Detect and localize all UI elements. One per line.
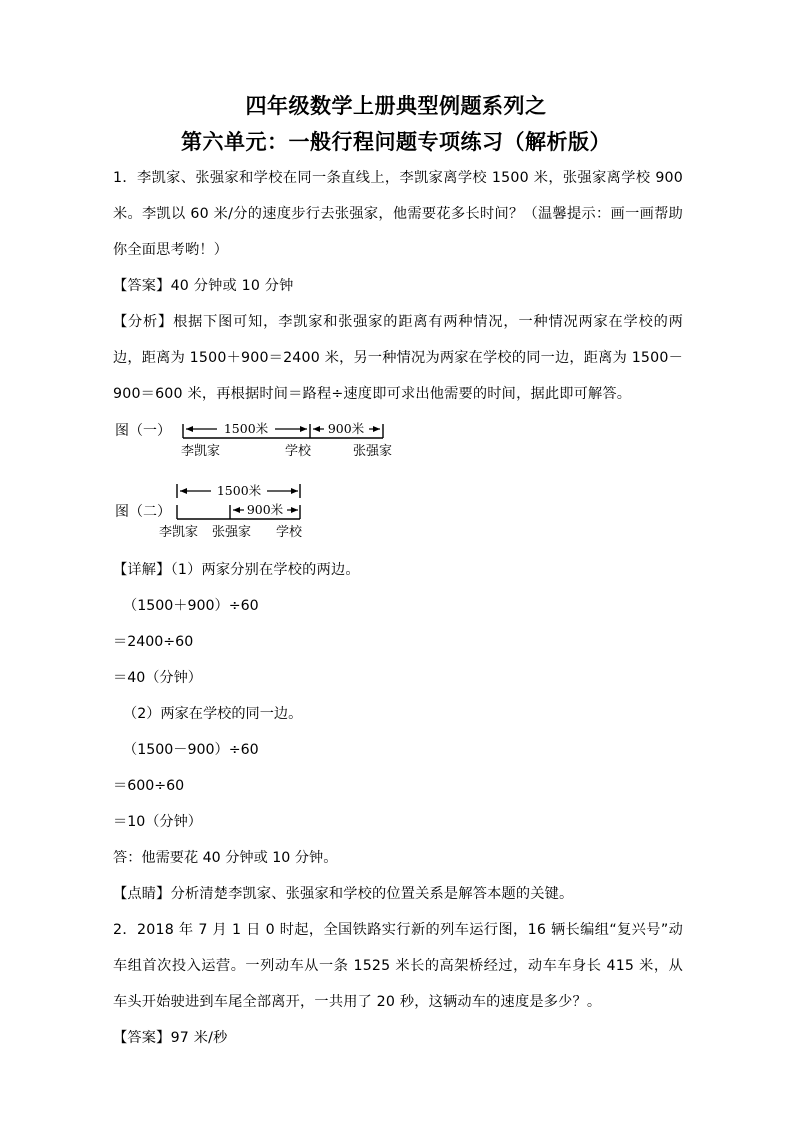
- problem-1-analysis: [113, 304, 683, 412]
- problem-2-answer: [113, 1020, 683, 1056]
- analysis-label: 【分析】: [113, 314, 174, 330]
- solution-line-2a: （1500－900）÷60: [123, 742, 259, 758]
- figure-one-segment-2-label: 900米: [327, 421, 365, 436]
- page-title-line-2: 第六单元：一般行程问题专项练习（解析版）: [181, 130, 611, 154]
- solution-line-1c: ＝40（分钟）: [113, 670, 202, 686]
- figure-one-point-label-2: 学校: [285, 444, 312, 459]
- problem-2-question: 2．2018 年 7 月 1 日 0 时起，全国铁路实行新的列车运行图，16 辆长编组“复兴号”动车组首次投入运营。一列动车从一条 1525 米长的高架桥经过，动车车身长 415 米，从车头开始驶进到车尾全部离开，一共用了 20 秒，这辆动车的速度是多少？。: [113, 922, 683, 1010]
- solution-line-1a: （1500＋900）÷60: [123, 598, 259, 614]
- detail-intro-2: （2）两家在学校的同一边。: [123, 706, 303, 722]
- detail-label: 【详解】: [113, 562, 171, 578]
- document-content: [113, 88, 683, 1056]
- figure-two-point-label-3: 学校: [276, 525, 303, 540]
- highlight-label: 【点睛】: [113, 886, 171, 902]
- problem-1-highlight: [113, 876, 683, 912]
- solution-line-2b: ＝600÷60: [113, 778, 185, 794]
- figure-two: [113, 474, 683, 552]
- answer-label: 【答案】: [113, 278, 171, 294]
- figure-one: [113, 412, 683, 474]
- solution-line-1b: ＝2400÷60: [113, 634, 194, 650]
- figure-two-svg: [113, 474, 513, 552]
- figure-one-point-label-3: 张强家: [353, 444, 393, 459]
- figure-two-point-label-2: 张强家: [212, 525, 252, 540]
- answer-label: 【答案】: [113, 1030, 171, 1046]
- figure-one-svg: [113, 412, 513, 474]
- answer-value: 97 米/秒: [170, 1030, 228, 1046]
- answer-value: 40 分钟或 10 分钟: [170, 278, 294, 294]
- figure-two-segment-1-label: 1500米: [216, 483, 262, 498]
- problem-1-detail-header: [113, 552, 683, 588]
- figure-one-segment-1-label: 1500米: [223, 421, 269, 436]
- analysis-text: 根据下图可知，李凯家和张强家的距离有两种情况，一种情况两家在学校的两边，距离为 1500＋900＝2400 米，另一种情况为两家在学校的同一边，距离为 1500－900＝600 米，再根据时间＝路程÷速度即可求出他需要的时间，据此即可解答。: [113, 314, 683, 402]
- figure-one-caption: 图（一）: [115, 423, 171, 439]
- solution-line-2c: ＝10（分钟）: [113, 814, 202, 830]
- problem-1-conclusion: 答：他需要花 40 分钟或 10 分钟。: [113, 850, 338, 866]
- figure-two-caption: 图（二）: [115, 504, 171, 520]
- page-title-line-1: 四年级数学上册典型例题系列之: [245, 94, 547, 118]
- figure-one-point-label-1: 李凯家: [181, 444, 221, 459]
- detail-intro-1: （1）两家分别在学校的两边。: [170, 562, 360, 578]
- problem-1-answer: [113, 268, 683, 304]
- problem-1-question: 1．李凯家、张强家和学校在同一条直线上，李凯家离学校 1500 米，张强家离学校 900 米。李凯以 60 米/分的速度步行去张强家，他需要花多长时间？（温馨提示：画一画帮助你全面思考哟！）: [113, 170, 683, 258]
- figure-two-point-label-1: 李凯家: [159, 525, 199, 540]
- highlight-text: 分析清楚李凯家、张强家和学校的位置关系是解答本题的关键。: [170, 886, 574, 902]
- figure-two-segment-2-label: 900米: [246, 502, 284, 517]
